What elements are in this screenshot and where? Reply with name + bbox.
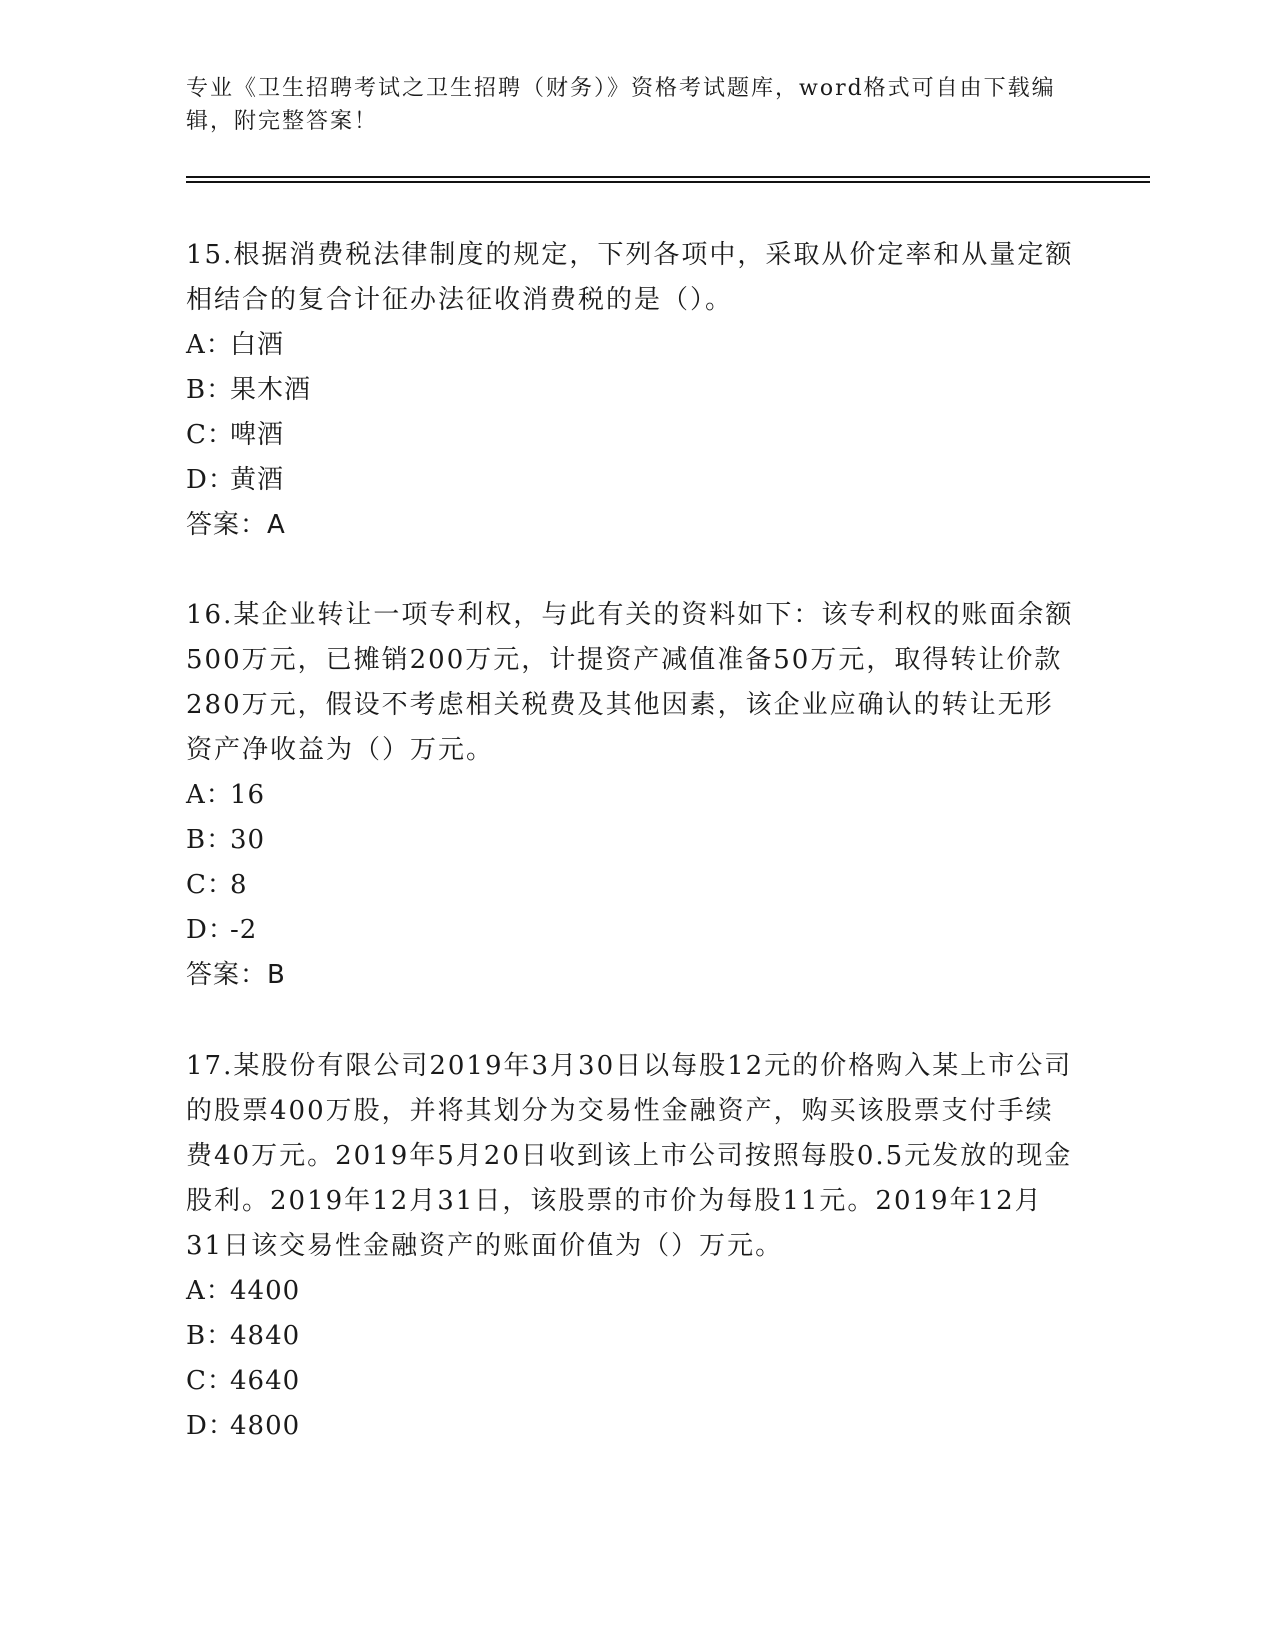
- question-16: [186, 593, 1076, 998]
- option-letter: A：: [186, 330, 233, 360]
- question-stem: 17.某股份有限公司2019年3月30日以每股12元的价格购入某上市公司的股票400万股，并将其划分为交易性金融资产，购买该股票支付手续费40万元。2019年5月20日收到该上市公司按照每股0.5元发放的现金股利。2019年12月31日，该股票的市价为每股11元。2019年12月31日该交易性金融资产的账面价值为（）万元。: [186, 1051, 1073, 1261]
- option-a: [186, 773, 1076, 818]
- question-stem: 16.某企业转让一项专利权，与此有关的资料如下：该专利权的账面余额500万元，已摊销200万元，计提资产减值准备50万元，取得转让价款280万元，假设不考虑相关税费及其他因素，该企业应确认的转让无形资产净收益为（）万元。: [186, 600, 1074, 765]
- option-letter: B：: [186, 825, 234, 855]
- option-letter: A：: [186, 780, 233, 810]
- option-letter: B：: [186, 1321, 234, 1351]
- option-b: [186, 818, 1076, 863]
- option-letter: C：: [186, 870, 234, 900]
- answer-label: 答案：B: [186, 960, 286, 990]
- option-letter: D：: [186, 1411, 235, 1441]
- option-letter: B：: [186, 375, 234, 405]
- question-15: [186, 233, 1076, 548]
- option-b: [186, 368, 1076, 413]
- option-letter: C：: [186, 420, 234, 450]
- option-text: 4400: [230, 1276, 301, 1306]
- document-header: 专业《卫生招聘考试之卫生招聘（财务）》资格考试题库，word格式可自由下载编辑，附完整答案！: [186, 76, 1056, 134]
- option-c: [186, 863, 1076, 908]
- option-c: [186, 413, 1076, 458]
- option-text: 4840: [230, 1321, 301, 1351]
- option-text: 啤酒: [230, 420, 285, 450]
- option-b: [186, 1314, 1076, 1359]
- option-text: 白酒: [230, 330, 285, 360]
- option-a: [186, 323, 1076, 368]
- option-text: -2: [230, 915, 258, 945]
- option-text: 果木酒: [230, 375, 312, 405]
- option-c: [186, 1359, 1076, 1404]
- option-d: [186, 1404, 1076, 1449]
- option-letter: D：: [186, 465, 235, 495]
- option-a: [186, 1269, 1076, 1314]
- option-text: 8: [230, 870, 248, 900]
- header-divider-bottom: [186, 181, 1150, 183]
- option-text: 4640: [230, 1366, 301, 1396]
- option-letter: A：: [186, 1276, 233, 1306]
- option-text: 黄酒: [230, 465, 285, 495]
- option-text: 4800: [230, 1411, 301, 1441]
- option-letter: C：: [186, 1366, 234, 1396]
- header-divider-top: [186, 176, 1150, 178]
- question-stem: 15.根据消费税法律制度的规定，下列各项中，采取从价定率和从量定额相结合的复合计征办法征收消费税的是（）。: [186, 240, 1074, 315]
- option-d: [186, 458, 1076, 503]
- option-text: 30: [230, 825, 266, 855]
- question-17: [186, 1044, 1076, 1449]
- option-d: [186, 908, 1076, 953]
- answer-label: 答案：A: [186, 510, 286, 540]
- option-text: 16: [230, 780, 266, 810]
- option-letter: D：: [186, 915, 235, 945]
